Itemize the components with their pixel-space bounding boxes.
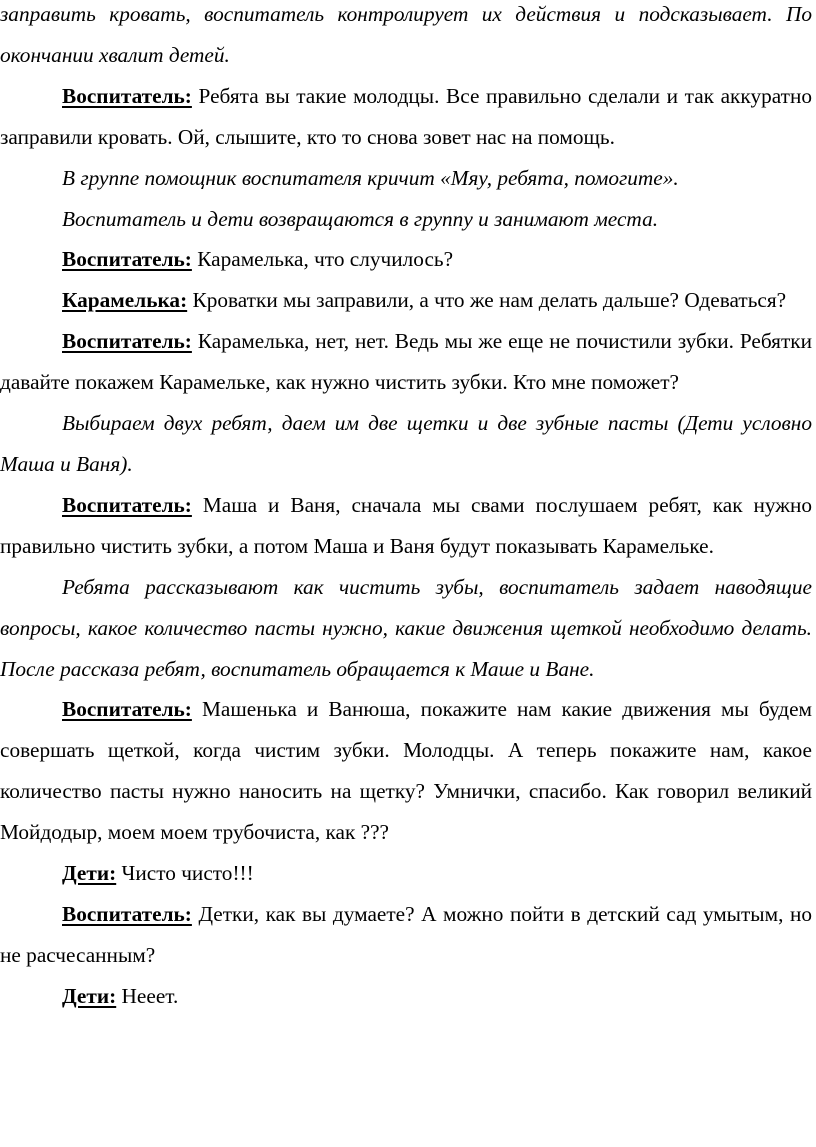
dialogue-text: Нееет. <box>121 983 179 1008</box>
speaker-label: Воспитатель: <box>62 247 192 272</box>
stage-direction-text: Ребята рассказывают как чистить зубы, воспитатель задает наводящие вопросы, какое количество пасты нужно, какие движения щеткой необходимо делать. После рассказа ребят, воспитатель обращается к Маше и Ване. <box>0 574 812 681</box>
dialogue-text: Карамелька, что случилось? <box>197 247 454 272</box>
stage-direction-text: Выбираем двух ребят, даем им две щетки и две зубные пасты (Дети условно Маша и Ваня). <box>0 411 812 476</box>
stage-direction <box>0 0 812 76</box>
dialogue-line <box>0 689 812 853</box>
dialogue-line <box>0 894 812 976</box>
dialogue-line <box>0 485 812 567</box>
speaker-label: Воспитатель: <box>62 83 192 108</box>
dialogue-text: Маша и Ваня, сначала мы свами послушаем ребят, как нужно правильно чистить зубки, а потом Маша и Ваня будут показывать Карамельке. <box>0 492 813 558</box>
speaker-label: Дети: <box>62 983 117 1008</box>
stage-direction-text: В группе помощник воспитателя кричит «Мяу, ребята, помогите». <box>62 165 679 190</box>
dialogue-text: Машенька и Ванюша, покажите нам какие движения мы будем совершать щеткой, когда чистим зубки. Молодцы. А теперь покажите нам, какое количество пасты нужно наносить на щетку? Умнички, спасибо. Как говорил великий Мойдодыр, моем моем трубочиста, как ??? <box>0 697 812 845</box>
dialogue-line <box>0 76 812 158</box>
stage-direction <box>0 567 812 690</box>
stage-direction <box>0 158 812 199</box>
dialogue-line <box>0 853 812 894</box>
dialogue-line <box>0 280 812 321</box>
stage-direction-text: заправить кровать, воспитатель контролирует их действия и подсказывает. По окончании хвалит детей. <box>0 2 812 67</box>
dialogue-text: Ребята вы такие молодцы. Все правильно сделали и так аккуратно заправили кровать. Ой, слышите, кто то снова зовет нас на помощь. <box>0 83 812 149</box>
dialogue-line <box>0 976 812 1017</box>
speaker-label: Дети: <box>62 861 117 886</box>
dialogue-line <box>0 239 812 280</box>
stage-direction-text: Воспитатель и дети возвращаются в группу и занимают места. <box>62 206 659 231</box>
dialogue-text: Чисто чисто!!! <box>121 861 254 886</box>
speaker-label: Воспитатель: <box>62 329 192 354</box>
speaker-label: Карамелька: <box>62 288 188 313</box>
speaker-label: Воспитатель: <box>62 492 192 517</box>
speaker-label: Воспитатель: <box>62 697 192 722</box>
stage-direction <box>0 403 812 485</box>
dialogue-line <box>0 321 812 403</box>
dialogue-text: Детки, как вы думаете? А можно пойти в детский сад умытым, но не расчесанным? <box>0 901 812 967</box>
speaker-label: Воспитатель: <box>62 901 192 926</box>
stage-direction <box>0 199 812 240</box>
dialogue-text: Кроватки мы заправили, а что же нам делать дальше? Одеваться? <box>192 288 787 313</box>
dialogue-text: Карамелька, нет, нет. Ведь мы же еще не почистили зубки. Ребятки давайте покажем Карамельке, как нужно чистить зубки. Кто мне поможет? <box>0 329 812 395</box>
